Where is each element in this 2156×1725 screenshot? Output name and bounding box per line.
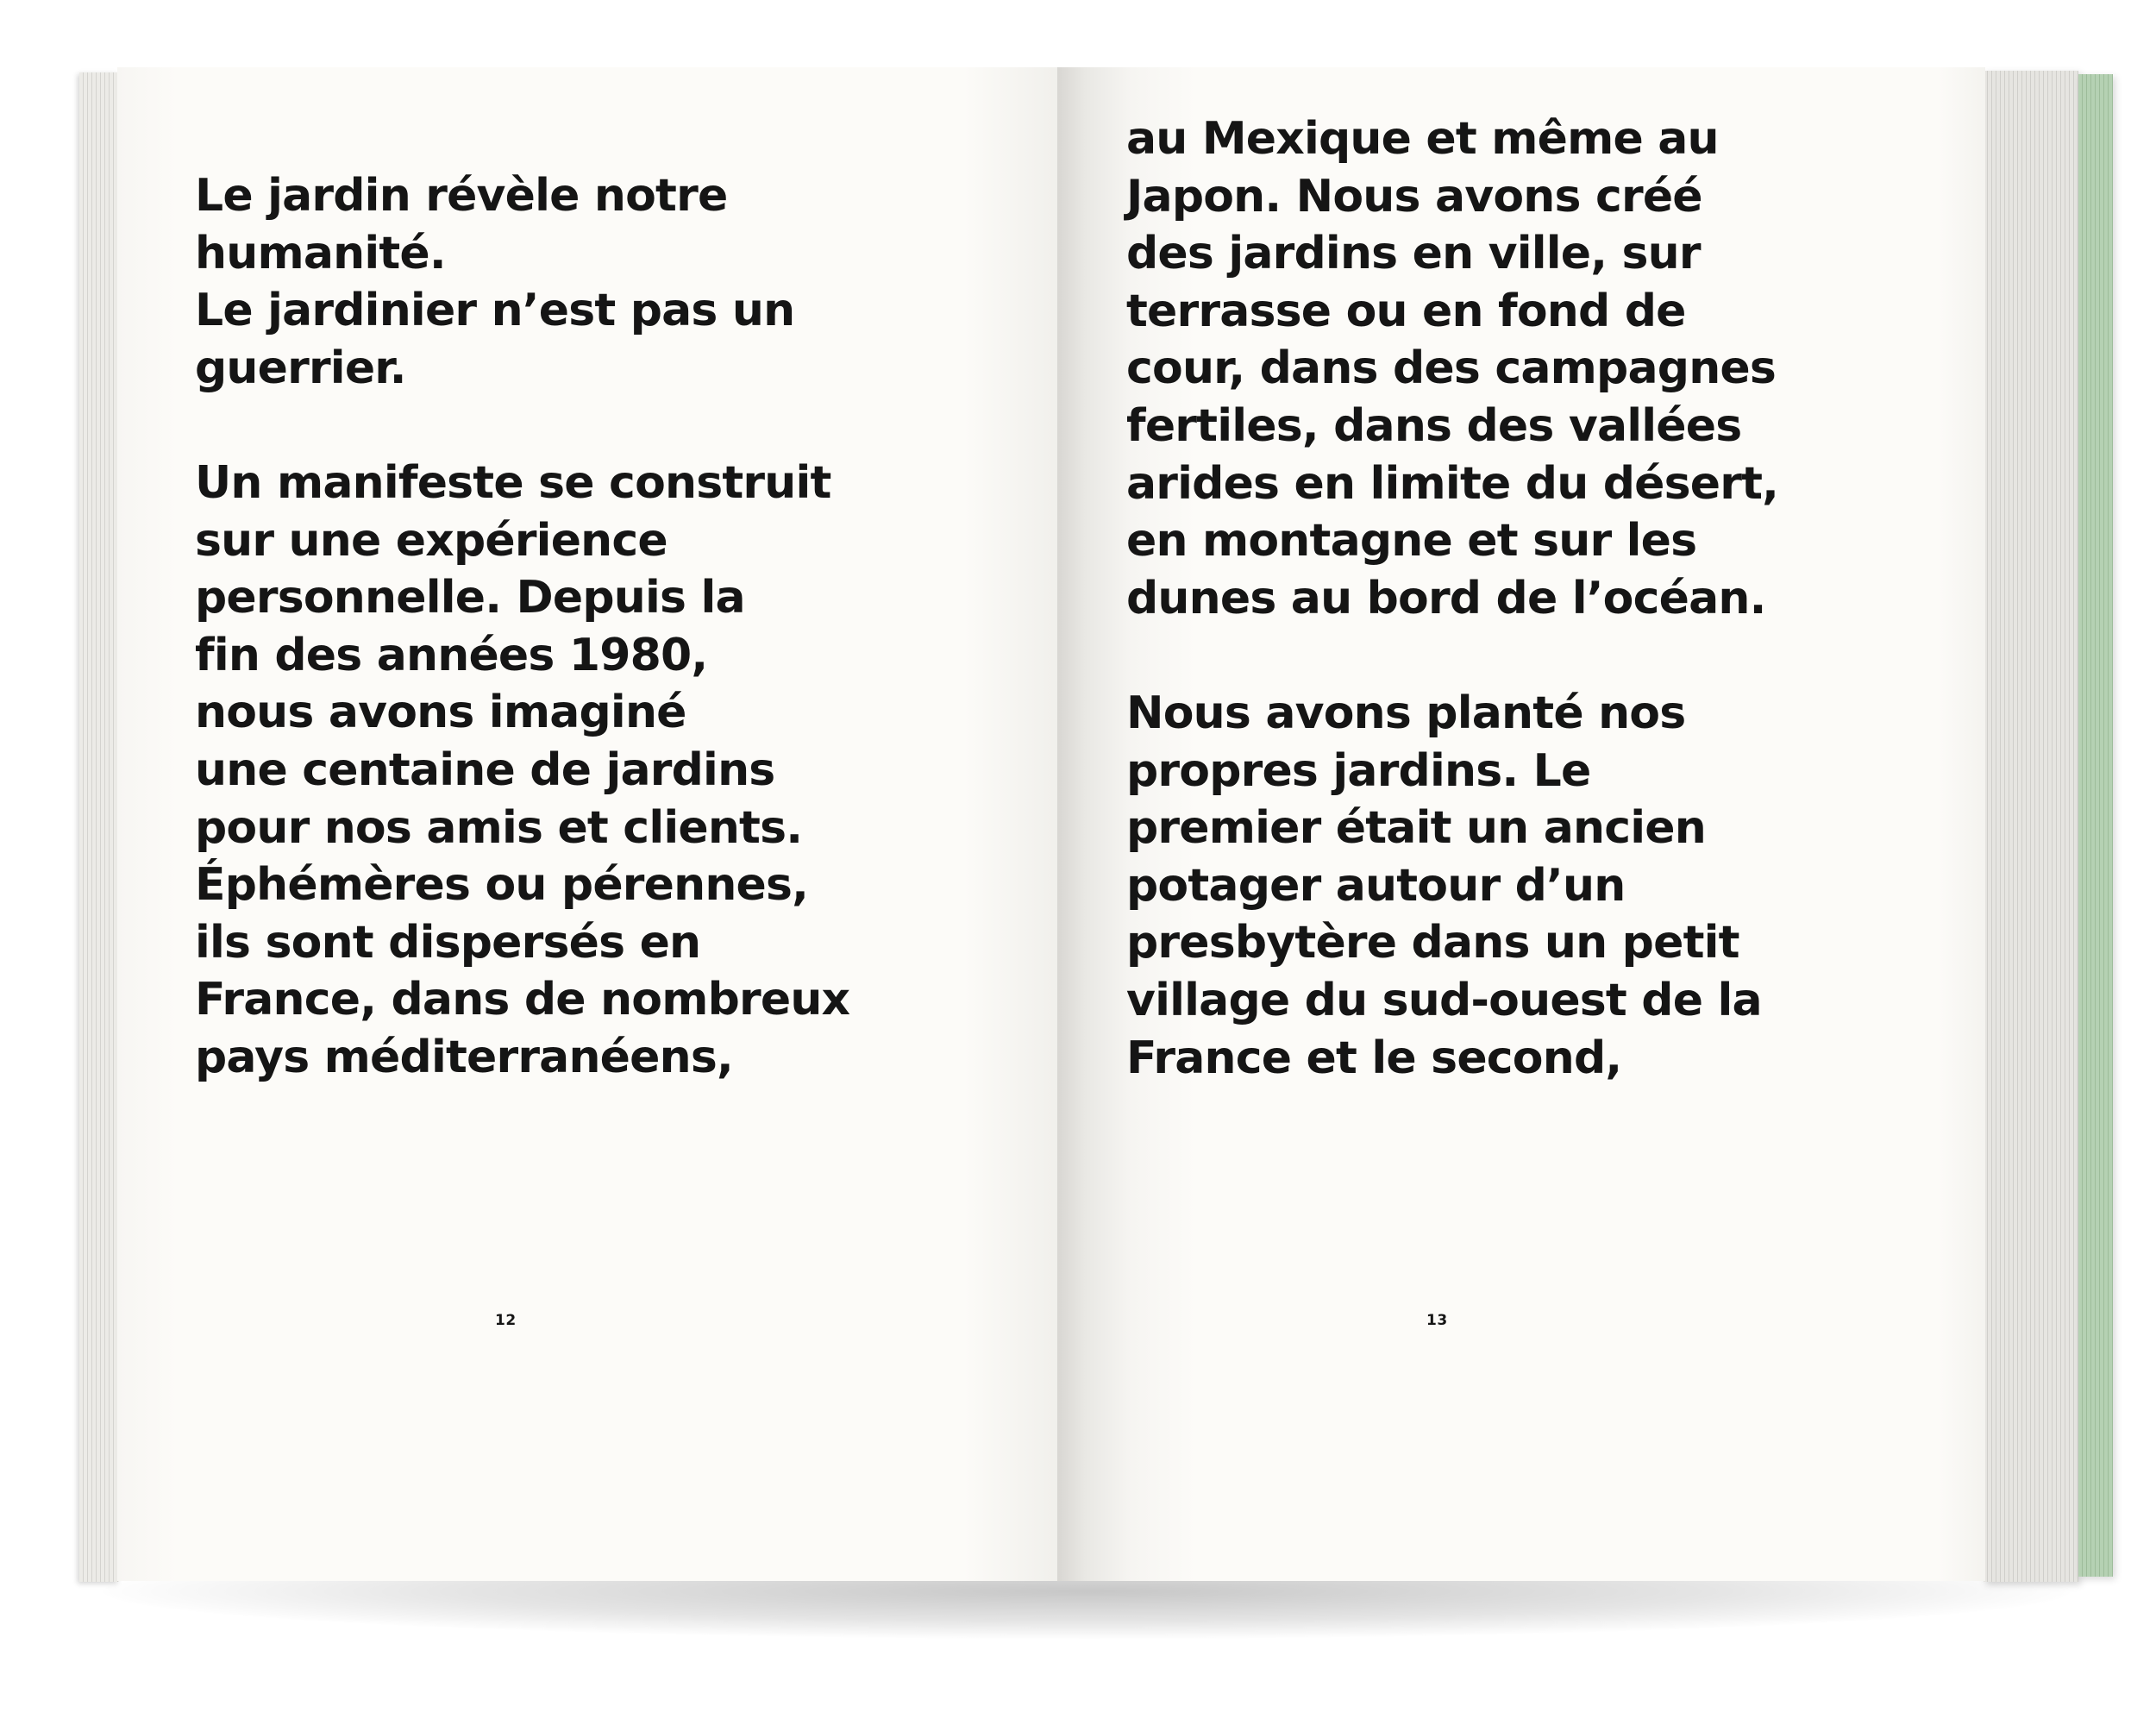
paragraph-gap bbox=[195, 397, 849, 455]
text-line: Le jardinier n’est pas un bbox=[195, 285, 795, 337]
text-line: fertiles, dans des vallées bbox=[1126, 399, 1742, 452]
text-line: nous avons imaginé bbox=[195, 687, 686, 739]
text-line: Nous avons planté nos bbox=[1126, 687, 1686, 739]
text-line: une centaine de jardins bbox=[195, 743, 775, 796]
green-endpaper-edge bbox=[2078, 74, 2113, 1577]
left-page-text bbox=[195, 167, 849, 1087]
text-line: France, dans de nombreux bbox=[195, 974, 850, 1026]
text-line: dunes au bord de l’océan. bbox=[1126, 572, 1766, 624]
text-line: presbytère dans un petit bbox=[1126, 917, 1739, 969]
text-line: fin des années 1980, bbox=[195, 629, 708, 681]
page-number-right: 13 bbox=[1426, 1312, 1448, 1329]
right-page-edges bbox=[1984, 71, 2078, 1582]
text-line: en montagne et sur les bbox=[1126, 515, 1697, 568]
text-line: premier était un ancien bbox=[1126, 802, 1706, 855]
text-line: France et le second, bbox=[1126, 1032, 1622, 1084]
text-line: pays méditerranéens, bbox=[195, 1031, 733, 1083]
text-line: guerrier. bbox=[195, 342, 406, 394]
text-line: ils sont dispersés en bbox=[195, 916, 701, 969]
text-line: au Mexique et même au bbox=[1126, 113, 1719, 165]
text-line: terrasse ou en fond de bbox=[1126, 285, 1686, 337]
text-line: des jardins en ville, sur bbox=[1126, 228, 1701, 280]
text-line: village du sud-ouest de la bbox=[1126, 974, 1762, 1026]
text-line: sur une expérience bbox=[195, 514, 667, 567]
text-line: arides en limite du désert, bbox=[1126, 457, 1779, 510]
text-line: personnelle. Depuis la bbox=[195, 572, 745, 624]
text-line: humanité. bbox=[195, 227, 446, 279]
page-number-left: 12 bbox=[495, 1312, 517, 1329]
text-line: Japon. Nous avons créé bbox=[1126, 170, 1702, 223]
text-line: propres jardins. Le bbox=[1126, 744, 1591, 797]
text-line: pour nos amis et clients. bbox=[195, 801, 803, 854]
text-line: Un manifeste se construit bbox=[195, 456, 831, 509]
paragraph-gap bbox=[1126, 627, 1778, 685]
text-line: Le jardin révèle notre bbox=[195, 170, 728, 222]
text-line: potager autour d’un bbox=[1126, 859, 1626, 912]
right-page-text bbox=[1126, 110, 1778, 1087]
left-page-edges bbox=[79, 72, 119, 1582]
text-line: cour, dans des campagnes bbox=[1126, 342, 1777, 395]
text-line: Éphémères ou pérennes, bbox=[195, 859, 809, 912]
